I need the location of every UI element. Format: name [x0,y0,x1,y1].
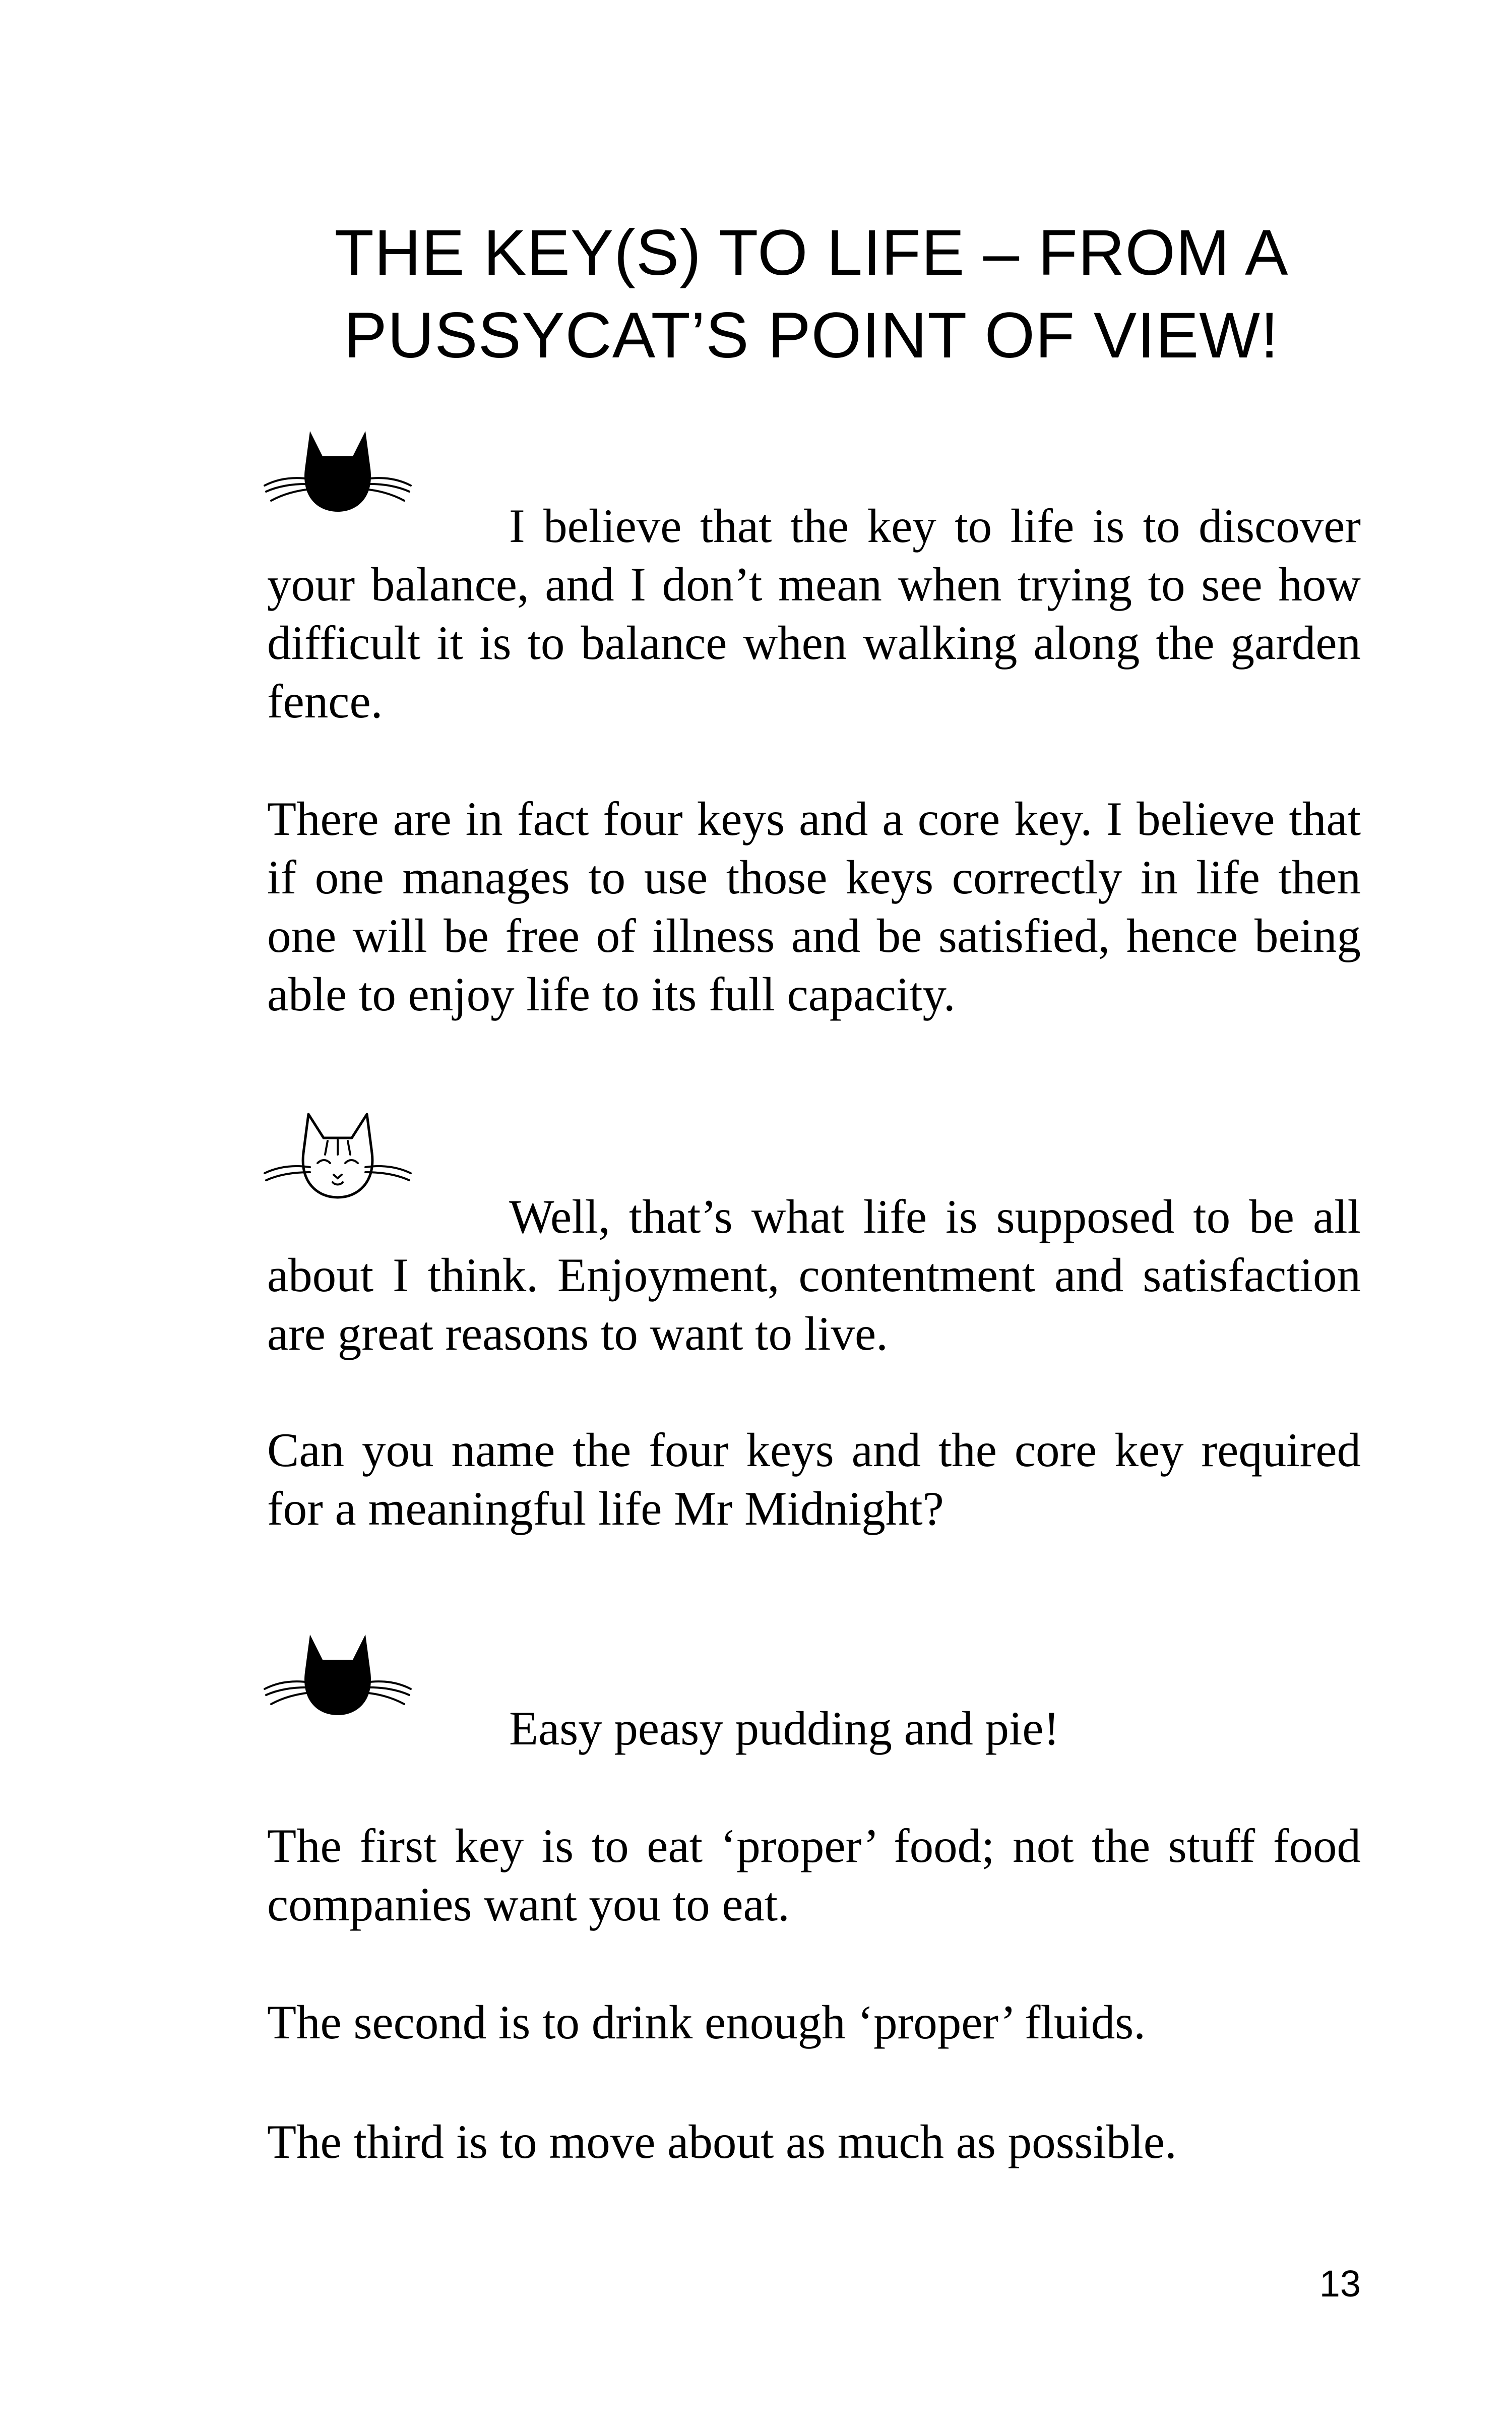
paragraph-8: The third is to move about as much as possible. [267,2115,1177,2168]
paragraph-1: I believe that the key to life is to discover your balance, and I don’t mean when trying to see how difficult it is to balance when walking along the garden fence. [267,499,1361,728]
paragraph-2: There are in fact four keys and a core key. I believe that if one manages to use those keys correctly in life then one will be free of illness and be satisfied, hence being able to enjoy life to its full capacity. [267,792,1361,1021]
page-title [252,212,1371,377]
title-line-2: PUSSYCAT’S POINT OF VIEW! [344,299,1279,372]
title-line-1: THE KEY(S) TO LIFE – FROM A [334,217,1289,289]
paragraph-3: Well, that’s what life is supposed to be all about I think. Enjoyment, contentment and satisfaction are great reasons to want to live. [267,1190,1361,1360]
paragraph-6: The first key is to eat ‘proper’ food; not the stuff food companies want you to eat. [267,1819,1361,1931]
paragraph-4: Can you name the four keys and the core key required for a meaningful life Mr Midnight? [267,1423,1361,1535]
page-number: 13 [1319,2263,1361,2305]
paragraph-5: Easy peasy pudding and pie! [509,1702,1060,1755]
paragraph-7: The second is to drink enough ‘proper’ fluids. [267,1995,1146,2049]
